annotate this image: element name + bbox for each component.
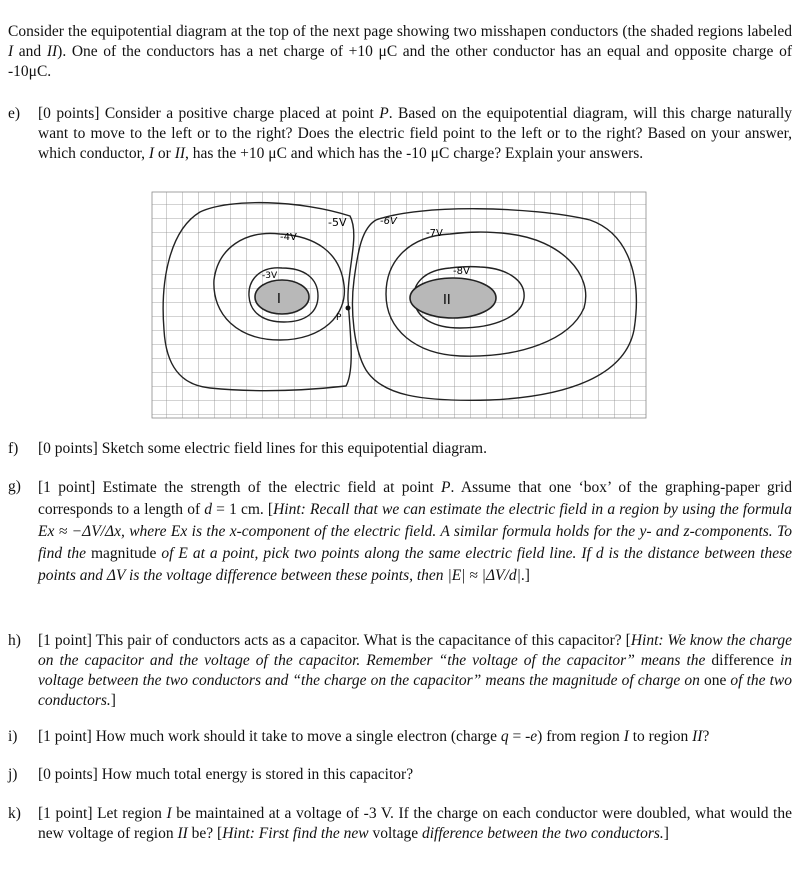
question-k <box>8 804 792 844</box>
question-i-text-2: = - <box>508 728 531 745</box>
question-e-points: [0 points] <box>38 105 100 122</box>
question-g-hint-2: , where Ex is the x-component of the electric field. A similar formula holds for the y- and z-components. To find the <box>38 523 792 562</box>
question-k-points: [1 point] <box>38 805 93 822</box>
question-g-point-p: P <box>441 479 451 496</box>
question-e-text-3: or <box>154 145 175 162</box>
question-h-text-1: This pair of conductors acts as a capacitor. What is the capacitance of this capacitor? [ <box>91 632 631 649</box>
question-g-label: g) <box>8 478 21 495</box>
question-i-text-1: How much work should it take to move a single electron (charge <box>91 728 501 745</box>
question-i-text-3: ) from region <box>537 728 624 745</box>
question-f-points: [0 points] <box>38 440 98 457</box>
question-i-e: e <box>530 728 538 745</box>
question-e-text-2: . Based on the equipotential diagram, will this charge naturally want to move to the left or to the right? Does the electric field point to the left or to the right? Based on your answer, which conductor, <box>38 105 792 162</box>
label-minus-6v: -6V <box>380 216 397 227</box>
intro-text-1: Consider the equipotential diagram at the top of the next page showing two misshapen conductors (the shaded regions labeled <box>8 23 792 40</box>
label-minus-7v: -7V <box>426 228 443 239</box>
graph-paper-grid <box>152 192 646 418</box>
question-i-q: q <box>500 728 509 745</box>
question-h-points: [1 point] <box>38 632 92 649</box>
question-h-hint-2: in voltage between the two conductors and “the charge on the capacitor” means the magnitude of charge on <box>38 652 793 689</box>
question-k-text-3: be? [ <box>187 825 223 842</box>
question-j-label: j) <box>8 766 18 783</box>
point-p-marker <box>346 306 351 311</box>
question-i-label: i) <box>8 728 18 745</box>
question-g-text-2: . Assume that one ‘box’ of the graphing-paper grid corresponds to a length of <box>38 479 792 518</box>
question-g <box>8 477 792 587</box>
equipotential-diagram <box>150 190 650 422</box>
question-i-text-5: ? <box>702 728 710 745</box>
question-f-label: f) <box>8 440 19 457</box>
label-conductor-i: I <box>277 292 281 307</box>
question-g-hint-1: Hint: Recall that we can estimate the electric field in a region by using the formula <box>273 501 792 518</box>
question-h-end: ] <box>110 692 116 709</box>
question-k-voltage: voltage <box>372 825 419 842</box>
question-g-hint-3: of E at a point, pick two points along the same electric field line. If d is the distance between these points and ΔV is the voltage difference between these points, then <box>38 545 792 584</box>
question-g-magnitude: magnitude <box>91 545 157 562</box>
question-j-text: How much total energy is stored in this capacitor? <box>97 766 414 783</box>
question-k-label: k) <box>8 805 21 822</box>
question-i-text-4: to region <box>628 728 693 745</box>
question-h-hint-3: of the two conductors. <box>38 672 792 709</box>
question-k-region-i: I <box>166 805 172 822</box>
label-minus-8v: -8V <box>453 266 470 277</box>
question-k-region-ii: II <box>177 825 188 842</box>
question-e-region-ii: II <box>174 145 186 162</box>
intro-region-ii: II <box>46 43 58 60</box>
question-e-point-p: P <box>379 105 389 122</box>
question-e-label: e) <box>8 105 21 122</box>
question-i-region-i: I <box>623 728 629 745</box>
question-k-hint-3: between the two conductors. <box>487 825 664 842</box>
question-f <box>8 439 792 459</box>
intro-paragraph <box>8 22 792 82</box>
question-g-text-3: = 1 cm. [ <box>212 501 274 518</box>
question-g-d: d <box>204 501 213 518</box>
question-g-text-1: Estimate the strength of the electric field at point <box>95 479 442 496</box>
question-k-text-1: Let region <box>92 805 167 822</box>
question-j-points: [0 points] <box>38 766 98 783</box>
intro-text-2: and <box>13 43 47 60</box>
question-g-formula-ex: Ex ≈ −ΔV/Δx <box>38 523 121 540</box>
question-h-hint-1: Hint: We know the charge on the capacitor and the voltage of the capacitor. Remember “the voltage of the capacitor” means the <box>38 632 792 669</box>
conductor-i <box>255 280 309 314</box>
question-i-region-ii: II <box>692 728 703 745</box>
label-point-p: P <box>336 313 342 323</box>
question-g-points: [1 point] <box>38 479 96 496</box>
question-i <box>8 727 792 747</box>
label-minus-4v: -4V <box>280 232 297 243</box>
question-f-text: Sketch some electric field lines for this equipotential diagram. <box>97 440 487 457</box>
question-i-points: [1 point] <box>38 728 92 745</box>
question-g-formula-e-mag: |E| ≈ |ΔV/d| <box>447 567 521 584</box>
intro-region-i: I <box>8 43 14 60</box>
question-k-hint-1: Hint: First find the new <box>222 825 373 842</box>
question-k-hint-2: difference <box>418 825 488 842</box>
label-minus-3v: -3V <box>262 271 278 281</box>
question-e-text-4: , has the +10 μC and which has the -10 μC charge? Explain your answers. <box>185 145 644 162</box>
question-h-label: h) <box>8 632 21 649</box>
conductor-ii <box>410 278 496 318</box>
question-k-end: ] <box>663 825 669 842</box>
question-e-text-1: Consider a positive charge placed at point <box>99 105 380 122</box>
intro-text-3: ). One of the conductors has a net charge of +10 μC and the other conductor has an equal and opposite charge of -10μC. <box>8 43 792 80</box>
question-e-region-i: I <box>148 145 155 162</box>
label-minus-5v: -5V <box>328 216 347 229</box>
question-e <box>8 104 792 164</box>
question-h-one: one <box>703 672 727 689</box>
question-g-end: .] <box>520 567 530 584</box>
question-j <box>8 765 792 785</box>
question-h-difference: difference <box>711 652 774 669</box>
label-conductor-ii: II <box>443 293 451 308</box>
question-k-text-2: be maintained at a voltage of -3 V. If the charge on each conductor were doubled, what would the new voltage of region <box>38 805 792 842</box>
question-h <box>8 631 792 711</box>
